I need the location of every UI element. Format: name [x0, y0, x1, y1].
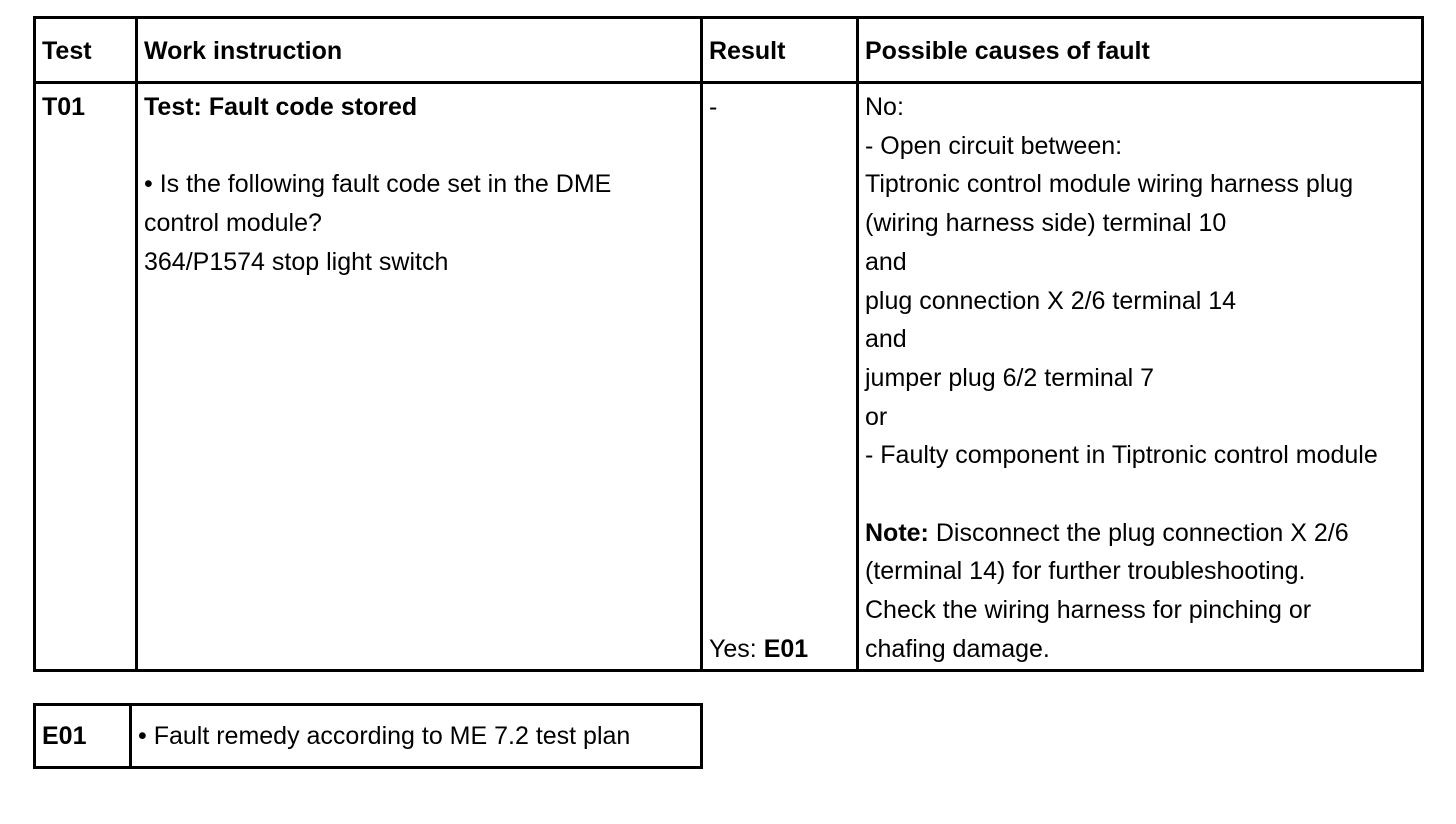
cause-line: (wiring harness side) terminal 10	[865, 209, 1227, 238]
note-line-1	[865, 514, 1421, 553]
remedy-table	[33, 703, 703, 769]
result-cell	[702, 83, 858, 671]
note-line: Check the wiring harness for pinching or	[865, 596, 1312, 625]
result-yes-target: E01	[763, 634, 809, 663]
note-text: Disconnect the plug connection X 2/6	[928, 518, 1349, 547]
header-result: Result	[702, 18, 858, 83]
remedy-text: • Fault remedy according to ME 7.2 test plan	[131, 705, 702, 768]
cause-line: No:	[865, 93, 904, 121]
work-bullet: • Is the following fault code set in the DME	[144, 170, 612, 199]
cause-line: jumper plug 6/2 terminal 7	[865, 363, 1155, 392]
work-title: Test: Fault code stored	[144, 93, 418, 121]
header-work-instruction: Work instruction	[137, 18, 702, 83]
note-line: chafing damage.	[865, 634, 1050, 663]
note-line: (terminal 14) for further troubleshooting.	[865, 557, 1306, 586]
header-row	[35, 18, 1423, 83]
work-line-2: control module?	[144, 209, 322, 238]
header-test: Test	[35, 18, 137, 83]
remedy-row	[35, 705, 702, 768]
test-row	[35, 83, 1423, 671]
header-possible-causes: Possible causes of fault	[858, 18, 1423, 83]
result-yes	[709, 630, 808, 669]
cause-line: and	[865, 247, 907, 276]
result-yes-prefix: Yes:	[709, 634, 764, 663]
test-plan-table	[33, 16, 1424, 672]
result-no-marker: -	[709, 93, 718, 121]
cause-line: - Faulty component in Tiptronic control module	[865, 441, 1378, 470]
work-instruction-cell	[137, 83, 702, 671]
remedy-id: E01	[35, 705, 131, 768]
test-id-cell	[35, 83, 137, 671]
cause-line: or	[865, 402, 888, 431]
cause-line: and	[865, 325, 907, 354]
possible-causes-cell	[858, 83, 1423, 671]
spacer	[144, 127, 700, 166]
spacer	[865, 475, 1421, 514]
cause-line: plug connection X 2/6 terminal 14	[865, 286, 1237, 315]
test-id: T01	[42, 93, 86, 121]
cause-line: - Open circuit between:	[865, 131, 1123, 160]
note-label: Note:	[865, 518, 929, 547]
work-line-3: 364/P1574 stop light switch	[144, 247, 449, 276]
cause-line: Tiptronic control module wiring harness plug	[865, 170, 1354, 199]
